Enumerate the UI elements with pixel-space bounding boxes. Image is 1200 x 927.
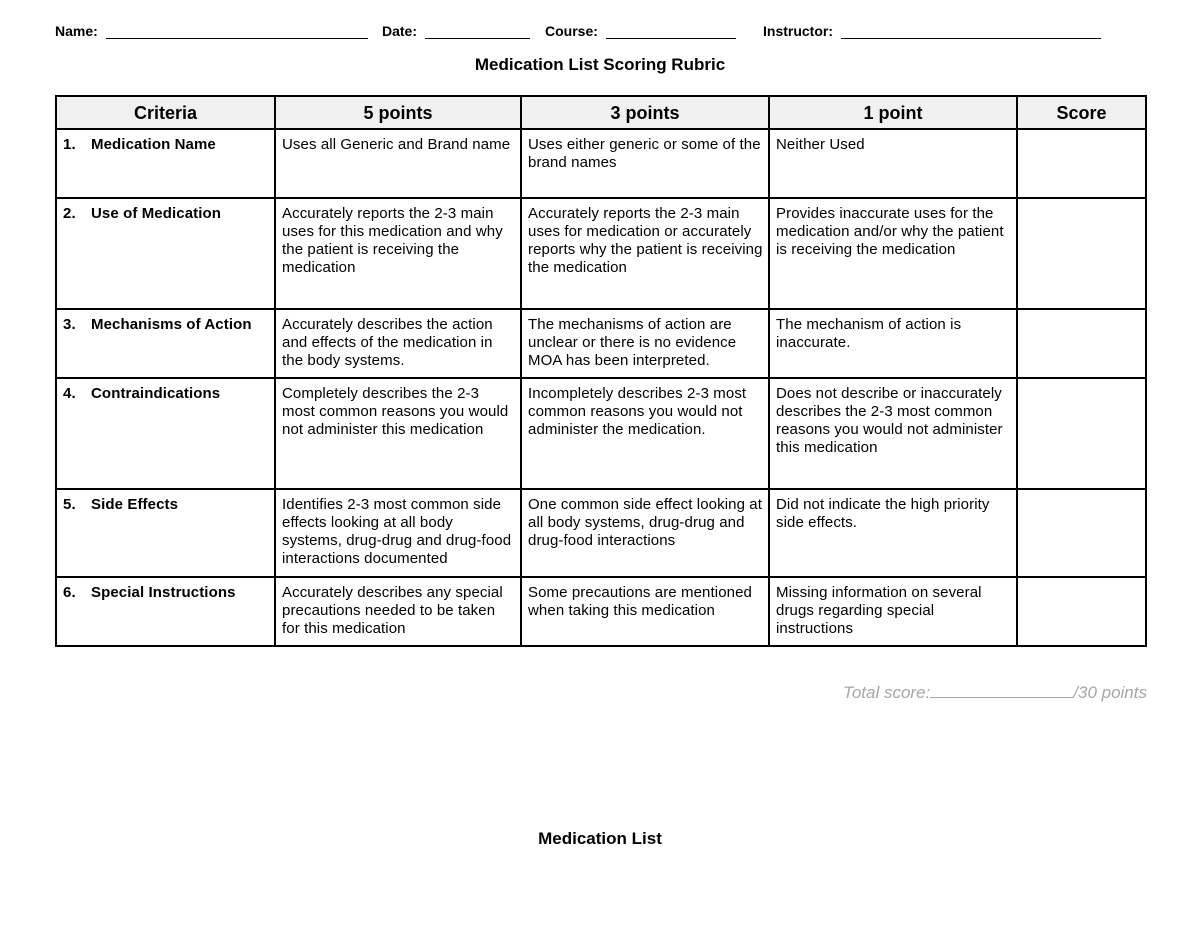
criterion-number: 1.	[63, 136, 76, 153]
course-field	[545, 20, 736, 39]
criterion-label: Side Effects	[91, 496, 179, 513]
one-point-cell: Neither Used	[769, 129, 1017, 198]
criterion-label: Use of Medication	[91, 205, 222, 222]
course-blank[interactable]	[606, 20, 736, 39]
criterion-number: 4.	[63, 385, 76, 402]
table-row	[56, 489, 1146, 577]
criterion-cell	[56, 198, 275, 309]
total-score-label: Total score:	[843, 683, 931, 702]
column-header-score: Score	[1017, 96, 1146, 129]
page-title: Medication List Scoring Rubric	[474, 55, 726, 74]
instructor-field	[763, 20, 1101, 39]
score-cell[interactable]	[1017, 378, 1146, 489]
score-cell[interactable]	[1017, 198, 1146, 309]
three-point-cell: Uses either generic or some of the brand names	[521, 129, 769, 198]
one-point-cell: The mechanism of action is inaccurate.	[769, 309, 1017, 378]
criterion-label: Mechanisms of Action	[91, 316, 252, 333]
name-blank[interactable]	[106, 20, 368, 39]
three-point-cell: The mechanisms of action are unclear or there is no evidence MOA has been interpreted.	[521, 309, 769, 378]
name-label: Name:	[55, 23, 98, 39]
one-point-cell: Missing information on several drugs regarding special instructions	[769, 577, 1017, 646]
header-fields	[55, 20, 1105, 44]
section-title: Medication List	[538, 829, 662, 848]
criterion-label: Contraindications	[91, 385, 221, 402]
criterion-cell	[56, 489, 275, 577]
table-row	[56, 129, 1146, 198]
score-cell[interactable]	[1017, 309, 1146, 378]
score-cell[interactable]	[1017, 129, 1146, 198]
name-field	[55, 20, 368, 39]
three-point-cell: Accurately reports the 2-3 main uses for medication or accurately reports why the patient is receiving the medication	[521, 198, 769, 309]
score-cell[interactable]	[1017, 577, 1146, 646]
rubric-header-row	[56, 96, 1146, 129]
table-row	[56, 198, 1146, 309]
table-row	[56, 309, 1146, 378]
five-point-cell: Uses all Generic and Brand name	[275, 129, 521, 198]
rubric-table	[55, 95, 1147, 647]
instructor-blank[interactable]	[841, 20, 1101, 39]
total-score	[843, 681, 1147, 703]
three-point-cell: Incompletely describes 2-3 most common reasons you would not administer the medication.	[521, 378, 769, 489]
criterion-cell	[56, 378, 275, 489]
date-label: Date:	[382, 23, 418, 39]
criterion-number: 5.	[63, 496, 76, 513]
one-point-cell: Did not indicate the high priority side effects.	[769, 489, 1017, 577]
column-header-criteria: Criteria	[56, 96, 275, 129]
total-score-suffix: /30 points	[1073, 683, 1147, 702]
criterion-label: Special Instructions	[91, 584, 236, 601]
criterion-number: 3.	[63, 316, 76, 333]
five-point-cell: Accurately describes any special precautions needed to be taken for this medication	[275, 577, 521, 646]
criterion-number: 2.	[63, 205, 76, 222]
five-point-cell: Accurately describes the action and effects of the medication in the body systems.	[275, 309, 521, 378]
table-row	[56, 378, 1146, 489]
one-point-cell: Provides inaccurate uses for the medication and/or why the patient is receiving the medication	[769, 198, 1017, 309]
column-header-5-points: 5 points	[275, 96, 521, 129]
criterion-label: Medication Name	[91, 136, 216, 153]
course-label: Course:	[545, 23, 598, 39]
five-point-cell: Completely describes the 2-3 most common reasons you would not administer this medication	[275, 378, 521, 489]
five-point-cell: Identifies 2-3 most common side effects looking at all body systems, drug-drug and drug-food interactions documented	[275, 489, 521, 577]
one-point-cell: Does not describe or inaccurately describes the 2-3 most common reasons you would not administer this medication	[769, 378, 1017, 489]
three-point-cell: One common side effect looking at all body systems, drug-drug and drug-food interactions	[521, 489, 769, 577]
three-point-cell: Some precautions are mentioned when taking this medication	[521, 577, 769, 646]
score-cell[interactable]	[1017, 489, 1146, 577]
column-header-1-point: 1 point	[769, 96, 1017, 129]
instructor-label: Instructor:	[763, 23, 833, 39]
column-header-3-points: 3 points	[521, 96, 769, 129]
criterion-cell	[56, 309, 275, 378]
criterion-number: 6.	[63, 584, 76, 601]
date-blank[interactable]	[425, 20, 530, 39]
table-row	[56, 577, 1146, 646]
total-score-blank[interactable]	[930, 681, 1073, 698]
date-field	[382, 20, 530, 39]
criterion-cell	[56, 577, 275, 646]
criterion-cell	[56, 129, 275, 198]
five-point-cell: Accurately reports the 2-3 main uses for this medication and why the patient is receiving the medication	[275, 198, 521, 309]
